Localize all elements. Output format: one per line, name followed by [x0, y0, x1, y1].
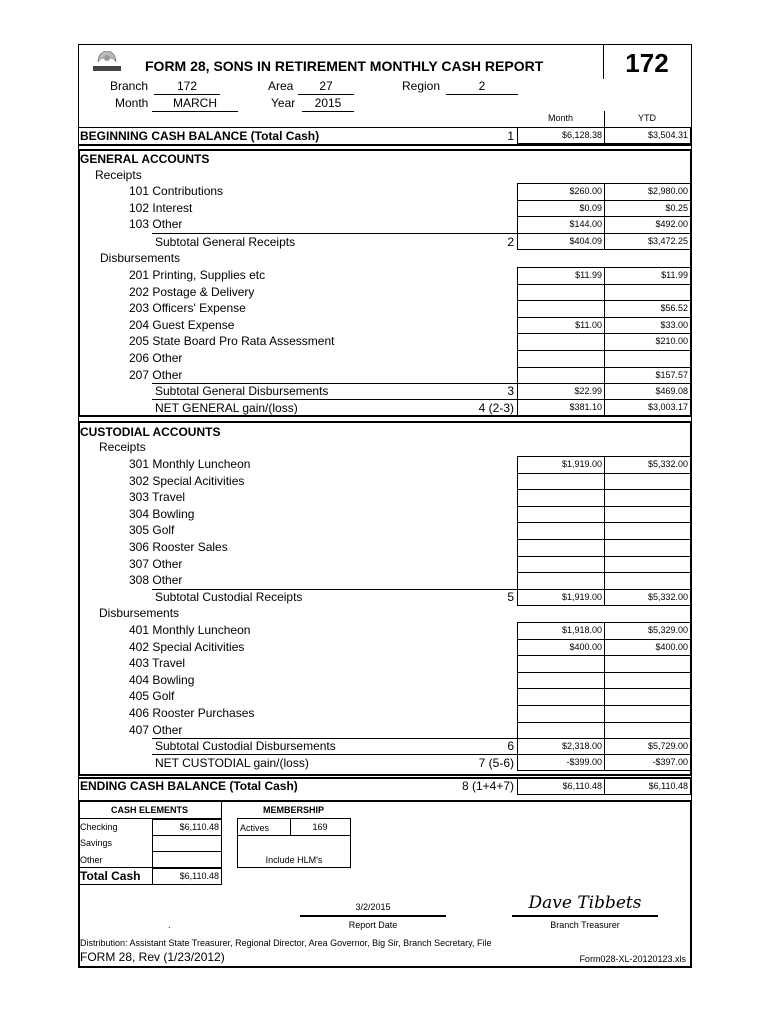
region-label: Region	[402, 79, 441, 93]
custodial-receipt-row-month	[517, 539, 605, 557]
custodial-receipt-row-label: 308 Other	[129, 573, 183, 588]
year-label: Year	[271, 96, 296, 110]
custodial-receipt-row-label: 305 Golf	[129, 523, 175, 538]
ending-ref: 8 (1+4+7)	[461, 779, 514, 793]
custodial-receipt-row-ytd	[604, 539, 691, 557]
custodial-receipt-row-month	[517, 506, 605, 524]
region-value: 2	[478, 79, 486, 93]
custodial-receipt-row-label: 304 Bowling	[129, 506, 195, 521]
logo	[84, 46, 130, 80]
other-label: Other	[80, 855, 103, 865]
membership-note: Include HLM's	[265, 855, 323, 865]
general-title: GENERAL ACCOUNTS	[80, 152, 210, 166]
general-disbursement-row-ytd: $11.99	[604, 267, 691, 285]
custodial-subtotal-receipts-ref: 5	[507, 590, 514, 604]
checking-value: $6,110.48	[152, 819, 222, 836]
logo-emblem-icon	[84, 46, 130, 80]
general-subtotal-disb-month: $22.99	[517, 383, 605, 400]
general-net-ytd: $3,003.17	[604, 399, 691, 416]
general-receipt-row-month: $260.00	[517, 183, 605, 201]
general-disbursement-row-month	[517, 333, 605, 351]
col-ytd-header: YTD	[638, 113, 656, 123]
custodial-receipt-row-month	[517, 522, 605, 540]
general-receipt-row-month: $0.09	[517, 200, 605, 218]
custodial-disbursement-row-month	[517, 672, 605, 690]
cash-elements-title: CASH ELEMENTS	[110, 805, 188, 815]
general-receipt-row-ytd: $0.25	[604, 200, 691, 218]
general-receipt-row-label: 101 Contributions	[129, 184, 224, 198]
form-number: 172	[625, 48, 669, 78]
month-underline	[152, 111, 238, 112]
custodial-receipt-row-ytd: $5,332.00	[604, 456, 691, 474]
custodial-receipt-row-label: 306 Rooster Sales	[129, 540, 228, 554]
custodial-net-ref: 7 (5-6)	[478, 756, 514, 770]
custodial-disbursement-row-label: 402 Special Acitivities	[129, 639, 245, 654]
general-subtotal-disb-label: Subtotal General Disbursements	[155, 384, 329, 398]
savings-label: Savings	[80, 838, 113, 848]
general-disbursement-row-label: 203 Officers' Expense	[129, 301, 246, 316]
general-receipt-row-label: 102 Interest	[129, 200, 193, 215]
general-subtotal-receipts-label: Subtotal General Receipts	[155, 235, 296, 249]
region-underline	[446, 94, 518, 95]
general-disbursement-row-ytd: $33.00	[604, 317, 691, 335]
custodial-subtotal-disb-label: Subtotal Custodial Disbursements	[155, 739, 336, 753]
custodial-disbursement-row-ytd: $400.00	[604, 639, 691, 657]
custodial-net-label: NET CUSTODIAL gain/(loss)	[155, 756, 309, 770]
custodial-net-month: -$399.00	[517, 754, 605, 771]
month-value: MARCH	[173, 96, 217, 110]
general-disbursement-row-month	[517, 367, 605, 385]
custodial-disbursement-row-ytd	[604, 672, 691, 690]
custodial-disbursement-row-month	[517, 705, 605, 723]
custodial-receipt-row-month	[517, 572, 605, 590]
form-title: FORM 28, SONS IN RETIREMENT MONTHLY CASH REPORT	[145, 58, 544, 74]
custodial-receipt-row-ytd	[604, 489, 691, 507]
general-net-label: NET GENERAL gain/(loss)	[155, 401, 298, 415]
custodial-receipts-label: Receipts	[99, 440, 146, 454]
report-date-label: Report Date	[348, 920, 398, 930]
beginning-month-cell: $6,128.38	[517, 127, 605, 144]
general-disbursement-row-ytd	[604, 284, 691, 302]
general-disbursements-label: Disbursements	[100, 251, 181, 265]
cash-elements-divider	[221, 802, 222, 819]
general-subtotal-receipts-line	[152, 233, 518, 234]
file-name: Form028-XL-20120123.xls	[579, 954, 686, 964]
custodial-disbursement-row-label: 405 Golf	[129, 689, 175, 704]
custodial-receipt-row-label: 307 Other	[129, 556, 183, 571]
report-date-line	[300, 915, 446, 917]
report-date-value: 3/2/2015	[355, 902, 391, 912]
custodial-disbursement-row-label: 404 Bowling	[129, 672, 195, 687]
general-disbursement-row-month	[517, 300, 605, 318]
beginning-bottom-line	[78, 144, 692, 146]
custodial-receipt-row-label: 302 Special Acitivities	[129, 473, 245, 488]
custodial-receipt-row-ytd	[604, 506, 691, 524]
form-revision: FORM 28, Rev (1/23/2012)	[80, 950, 225, 964]
area-underline	[298, 94, 354, 95]
membership-title-line	[237, 818, 351, 819]
custodial-subtotal-disb-month: $2,318.00	[517, 738, 605, 755]
custodial-disbursement-row-ytd	[604, 705, 691, 723]
general-receipt-row-ytd: $492.00	[604, 216, 691, 234]
actives-label: Actives	[240, 823, 270, 833]
area-value: 27	[319, 79, 333, 93]
month-label: Month	[115, 96, 149, 110]
signature-label: Branch Treasurer	[550, 920, 620, 930]
custodial-disbursement-row-label: 406 Rooster Purchases	[129, 706, 255, 720]
general-subtotal-receipts-ytd: $3,472.25	[604, 233, 691, 250]
general-subtotal-receipts-month: $404.09	[517, 233, 605, 250]
branch-value: 172	[176, 79, 198, 93]
custodial-receipt-row-month: $1,919.00	[517, 456, 605, 474]
custodial-receipt-row-ytd	[604, 556, 691, 574]
general-disbursement-row-label: 207 Other	[129, 367, 183, 382]
custodial-receipt-row-ytd	[604, 473, 691, 491]
general-disbursement-row-label: 204 Guest Expense	[129, 317, 235, 332]
general-disbursement-row-month: $11.99	[517, 267, 605, 285]
custodial-disbursements-label: Disbursements	[99, 606, 180, 620]
branch-label: Branch	[110, 79, 149, 93]
col-month-header: Month	[547, 113, 573, 123]
footer-dot: .	[168, 920, 171, 930]
custodial-disbursement-row-month	[517, 722, 605, 740]
actives-value: 169	[312, 822, 328, 832]
general-disbursement-row-ytd: $210.00	[604, 333, 691, 351]
custodial-disbursement-row-month: $1,918.00	[517, 622, 605, 640]
custodial-disbursement-row-ytd	[604, 655, 691, 673]
distribution-text: Distribution: Assistant State Treasurer, Regional Director, Area Governor, Big Sir, Branch Secretary, File	[80, 938, 492, 948]
signature-line	[512, 915, 658, 917]
beginning-label: BEGINNING CASH BALANCE (Total Cash)	[80, 129, 320, 143]
custodial-disbursement-row-month	[517, 655, 605, 673]
general-disbursement-row-ytd: $157.57	[604, 367, 691, 385]
custodial-disbursement-row-label: 407 Other	[129, 722, 183, 737]
general-disbursement-row-label: 206 Other	[129, 351, 183, 365]
general-disbursement-row-ytd	[604, 350, 691, 368]
general-disbursement-row-ytd: $56.52	[604, 300, 691, 318]
checking-label: Checking	[80, 822, 118, 832]
ending-label: ENDING CASH BALANCE (Total Cash)	[80, 779, 298, 793]
year-value: 2015	[314, 96, 342, 110]
general-disbursement-row-label: 201 Printing, Supplies etc	[129, 268, 266, 282]
custodial-receipt-row-month	[517, 556, 605, 574]
ending-month-cell: $6,110.48	[517, 778, 605, 795]
custodial-receipt-row-label: 301 Monthly Luncheon	[129, 457, 251, 471]
custodial-subtotal-receipts-month: $1,919.00	[517, 589, 605, 606]
other-value	[152, 851, 222, 868]
custodial-receipt-row-ytd	[604, 572, 691, 590]
custodial-disbursement-row-ytd: $5,329.00	[604, 622, 691, 640]
custodial-disbursement-row-label: 403 Travel	[129, 656, 186, 671]
custodial-net-ytd: -$397.00	[604, 754, 691, 771]
custodial-disbursement-row-ytd	[604, 688, 691, 706]
custodial-receipt-row-ytd	[604, 522, 691, 540]
membership-title: MEMBERSHIP	[262, 805, 324, 815]
custodial-receipt-row-month	[517, 473, 605, 491]
custodial-title: CUSTODIAL ACCOUNTS	[80, 425, 221, 439]
general-disbursement-row-label: 202 Postage & Delivery	[129, 284, 255, 299]
custodial-disbursement-row-ytd	[604, 722, 691, 740]
total-cash-value: $6,110.48	[152, 868, 222, 885]
custodial-receipt-row-month	[517, 489, 605, 507]
branch-underline	[154, 94, 220, 95]
general-disbursement-row-month	[517, 284, 605, 302]
custodial-subtotal-disb-ytd: $5,729.00	[604, 738, 691, 755]
custodial-disbursement-row-month: $400.00	[517, 639, 605, 657]
beginning-ytd-cell: $3,504.31	[604, 127, 691, 144]
area-label: Area	[268, 79, 294, 93]
custodial-net-line	[152, 754, 518, 755]
beginning-ref: 1	[507, 129, 514, 143]
custodial-subtotal-receipts-ytd: $5,332.00	[604, 589, 691, 606]
total-cash-label: Total Cash	[80, 869, 141, 883]
general-subtotal-disb-ytd: $469.08	[604, 383, 691, 400]
general-disbursement-row-label: 205 State Board Pro Rata Assessment	[129, 334, 335, 349]
general-receipt-row-ytd: $2,980.00	[604, 183, 691, 201]
treasurer-signature: Dave Tibbets	[528, 893, 642, 913]
cash-elements-bottom-line	[78, 884, 222, 885]
custodial-receipt-row-label: 303 Travel	[129, 490, 186, 505]
actives-line	[237, 835, 351, 836]
general-net-ref: 4 (2-3)	[478, 401, 514, 415]
general-net-month: $381.10	[517, 399, 605, 416]
general-subtotal-disb-ref: 3	[507, 384, 514, 398]
custodial-disbursement-row-month	[517, 688, 605, 706]
custodial-subtotal-disb-ref: 6	[507, 739, 514, 753]
general-receipts-label: Receipts	[95, 168, 142, 182]
col-header-divider	[604, 111, 605, 128]
general-subtotal-receipts-ref: 2	[507, 235, 514, 249]
general-disbursement-row-month: $11.00	[517, 317, 605, 335]
year-underline	[302, 111, 354, 112]
custodial-disbursement-row-label: 401 Monthly Luncheon	[129, 623, 251, 637]
savings-value	[152, 835, 222, 852]
general-disbursement-row-month	[517, 350, 605, 368]
general-receipt-row-label: 103 Other	[129, 217, 183, 232]
general-receipt-row-month: $144.00	[517, 216, 605, 234]
general-net-line	[152, 399, 518, 400]
custodial-subtotal-receipts-label: Subtotal Custodial Receipts	[155, 590, 303, 604]
ending-ytd-cell: $6,110.48	[604, 778, 691, 795]
